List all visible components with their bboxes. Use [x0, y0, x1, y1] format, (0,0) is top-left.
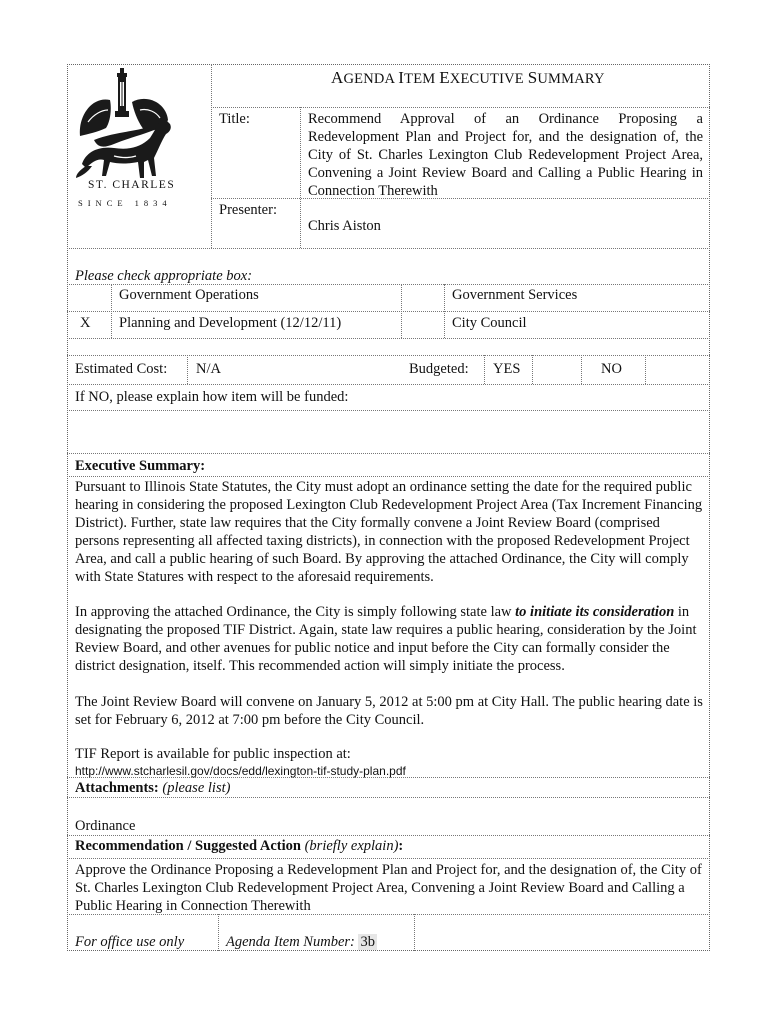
funding-rule [67, 410, 710, 411]
title-value: Recommend Approval of an Ordinance Proposing a Redevelopment Plan and Project for, and the designation of, the City of St. Charles Lexington Club Redevelopment Project Area, Convening a Joint Review Board and Calling a Public Hearing in Connection Therewith [308, 111, 703, 199]
recommendation-rule-top [67, 835, 710, 836]
cost-col5 [645, 355, 646, 384]
funding-prompt: If NO, please explain how item will be funded: [75, 389, 349, 405]
exec-summary-p2: In approving the attached Ordinance, the City is simply following state law to initiate its consideration in designating the proposed TIF District. Again, state law requires a public hearing, consideration by the Joint Review Board, and other avenues for public notice and input before the City can formally consider the district designation, itself. This recommended action will simply initiate the process. [75, 604, 697, 674]
tif-report-link[interactable]: http://www.stcharlesil.gov/docs/edd/lexington-tif-study-plan.pdf [75, 764, 406, 778]
check-col3 [444, 284, 445, 338]
header-rule [211, 107, 710, 108]
check-row2-top [67, 311, 710, 312]
budgeted-yes: YES [493, 361, 521, 377]
logo-name: ST. CHARLES [88, 179, 176, 191]
exec-summary-p4: TIF Report is available for public inspection at: [75, 746, 351, 762]
cost-col3 [532, 355, 533, 384]
logo-since: SINCE 1834 [78, 198, 172, 208]
cost-row-top [67, 355, 710, 356]
exec-summary-heading: Executive Summary: [75, 458, 206, 474]
exec-summary-p3: The Joint Review Board will convene on January 5, 2012 at 5:00 pm at City Hall. The public hearing date is set for February 6, 2012 at 7:00 pm before the City Council. [75, 694, 703, 728]
logo-divider [211, 64, 212, 248]
exec-summary-p1: Pursuant to Illinois State Statutes, the City must adopt an ordinance setting the date for the required public hearing in considering the proposed Lexington Club Redevelopment Project Area (Tax Increment Financing District). Further, state law requires that the City formally convene a Joint Review Board (comprised persons representing all affected taxing districts), in connection with the proposed Redevelopment Project Area, and call a public hearing of such Board. By approving the attached Ordinance, the City will comply with State Statures with respect to the aforesaid requirements. [75, 479, 703, 585]
agenda-item-number[interactable]: Agenda Item Number: 3b [226, 934, 375, 950]
planning-option: Planning and Development (12/12/11) [119, 315, 342, 331]
check-col1 [111, 284, 112, 338]
check-row2-bottom [67, 338, 710, 339]
gov-ops-option: Government Operations [119, 287, 259, 303]
city-council-option: City Council [452, 315, 527, 331]
gov-services-option: Government Services [452, 287, 578, 303]
top-section-rule [67, 248, 710, 249]
office-use-label: For office use only [75, 934, 185, 950]
budgeted-label: Budgeted: [409, 361, 469, 377]
cost-col1 [187, 355, 188, 384]
budgeted-no: NO [601, 361, 622, 377]
cost-col2 [484, 355, 485, 384]
planning-check-mark[interactable]: X [80, 315, 91, 331]
recommendation-text: Approve the Ordinance Proposing a Redevelopment Plan and Project for, and the designation of, the City of St. Charles Lexington Club Redevelopment Project Area, Convening a Joint Review Board and Calling a Public Hearing in Connection Therewith [75, 862, 702, 914]
check-prompt: Please check appropriate box: [75, 268, 253, 284]
exec-rule-top [67, 453, 710, 454]
cost-col4 [581, 355, 582, 384]
title-label-divider [300, 107, 301, 248]
footer-col2 [414, 914, 415, 951]
presenter-value: Chris Aiston [308, 218, 381, 234]
attachments-heading: Attachments: (please list) [75, 780, 231, 796]
st-charles-fox-logo [74, 66, 184, 184]
recommendation-heading: Recommendation / Suggested Action (briefly explain): [75, 838, 404, 854]
title-label: Title: [219, 111, 250, 127]
cost-value: N/A [196, 361, 221, 377]
footer-col1 [218, 914, 219, 951]
form-heading: AGENDA ITEM EXECUTIVE SUMMARY [331, 68, 605, 87]
check-col2 [401, 284, 402, 338]
attachments-value: Ordinance [75, 818, 136, 834]
cost-label: Estimated Cost: [75, 361, 168, 377]
attachments-heading-rule [67, 797, 710, 798]
exec-heading-rule [67, 476, 710, 477]
cost-row-bottom [67, 384, 710, 385]
recommendation-heading-rule [67, 858, 710, 859]
presenter-label: Presenter: [219, 202, 277, 218]
